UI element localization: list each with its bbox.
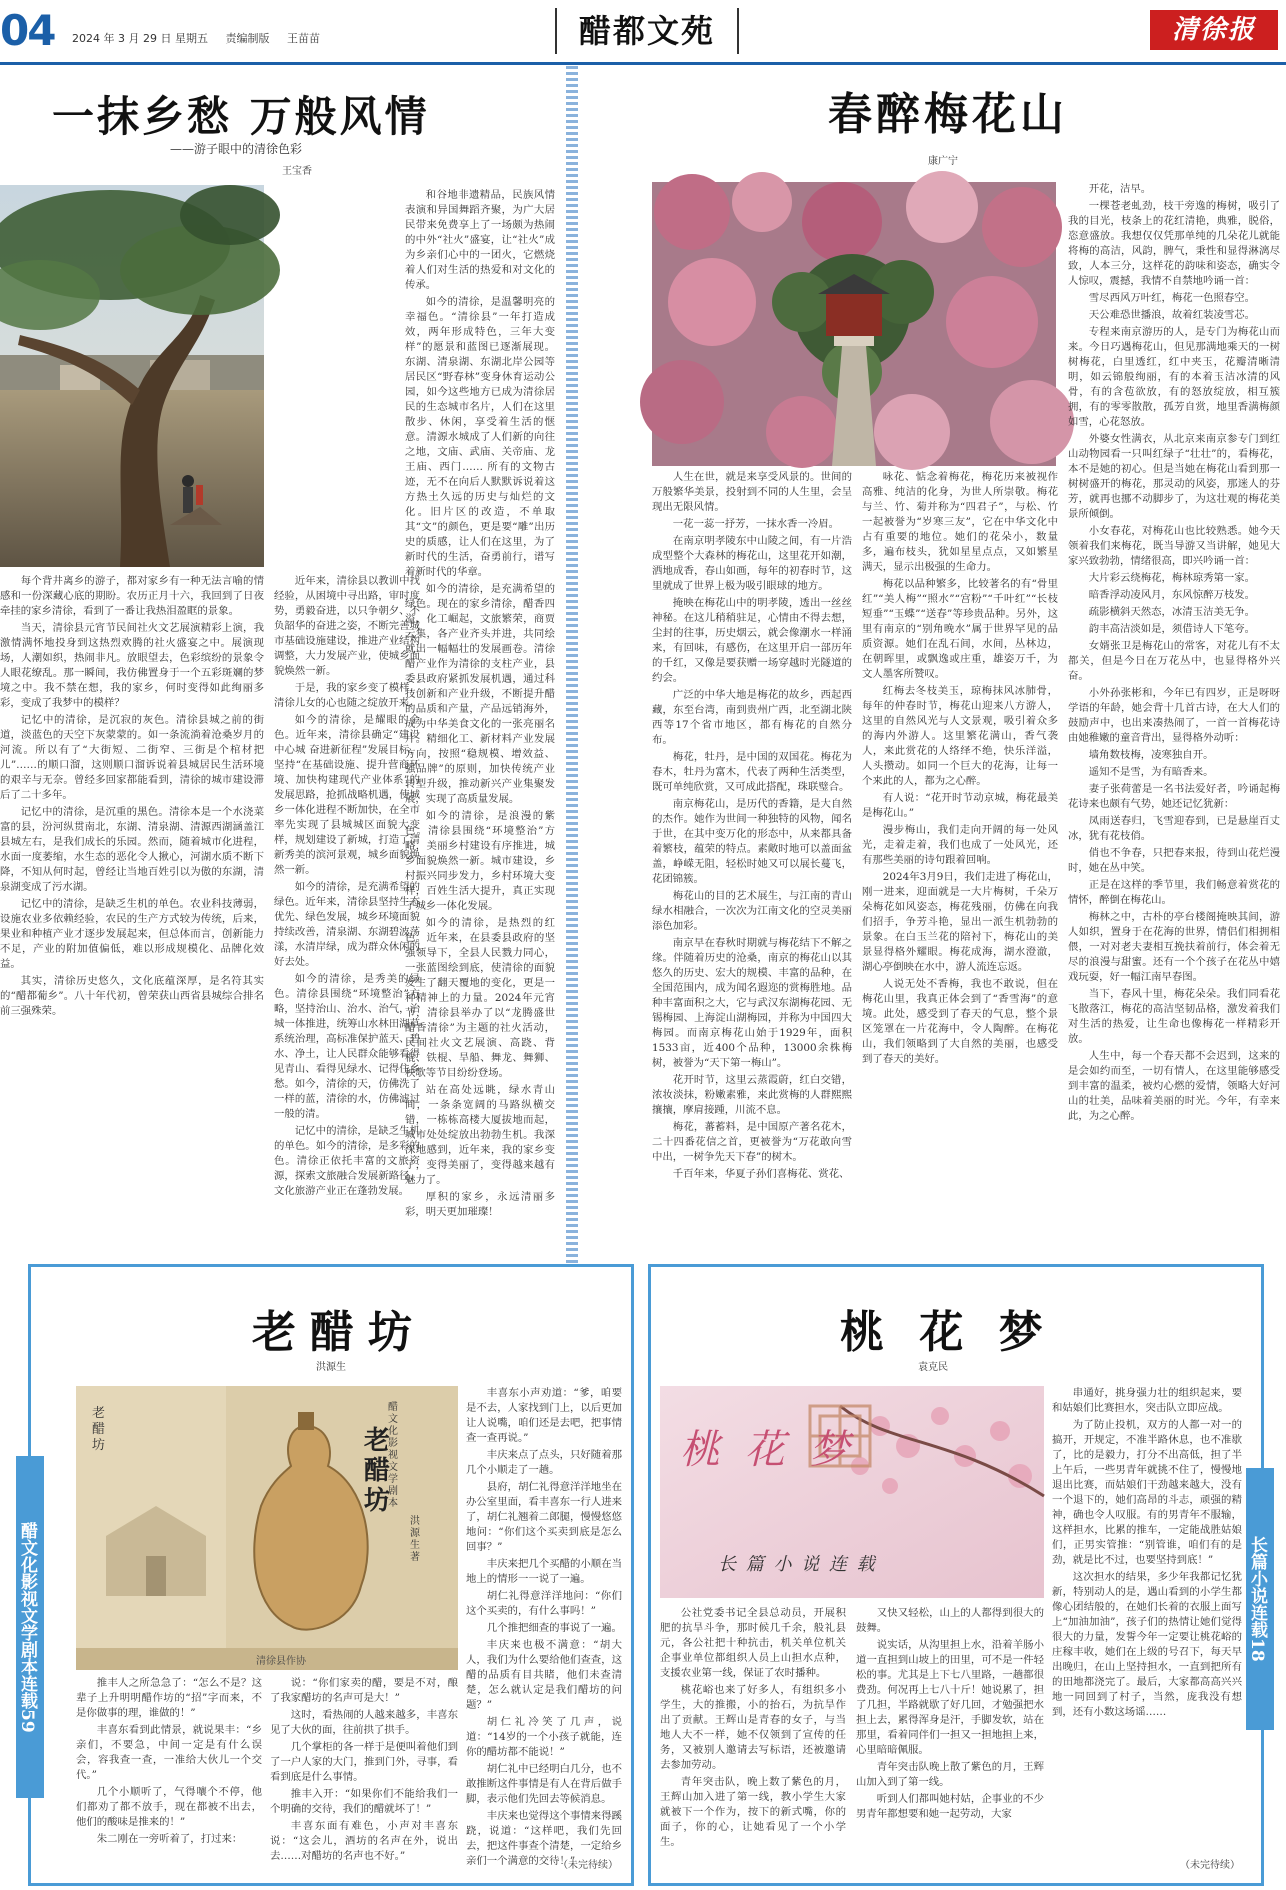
article3-paragraph: 胡仁礼冷笑了几声，说道：“14岁的一个小孩子就能，连你的醋坊都不能说！” (466, 1716, 622, 1758)
article4-title: 桃 花 梦 (840, 1307, 1053, 1358)
article2-paragraph: 在南京明孝陵东中山陵之间，有一片浩成型整个大森林的梅花山，这里花开如潮，洒地成香，春山如画，每年的初春时节，这里就成了世界上极为吸引眼球的地方。 (652, 535, 852, 592)
article1-paragraph: 当天，清徐县元宵节民间社火文艺展演精彩上演，我激情满怀地投身到这热烈欢腾的社火盛宴之中。展演现场，人潮如织，热闹非凡。放眼望去，色彩缤纷的景象令人眼花缭乱。那一瞬间，我仿佛置身于一个五彩斑斓的梦境之中。我不禁在想，我的家乡，何时变得如此绚丽多彩，变成了我梦中的模样？ (0, 622, 264, 709)
book-cover-author: 洪源生 著 (410, 1516, 420, 1563)
article3-paragraph: 丰庆来也觉得这个事情来得蹊跷，说道：“这样吧，我们先回去，把这件事查个清楚，一定给乡亲们一个满意的交待！” (466, 1810, 622, 1867)
article1-paragraph: 如今的清徐，是耀眼的金色。近年来，清徐县确定“建设中心城 奋进新征程”发展目标，坚持“在基础设施、提升营商环境、加快构建现代产业体系”的发展思路，抢抓战略机遇，使城乡一体化进程不断加快，在全市率先实现了县城城区面貌大变样，规划建设了新城，打造了清新秀美的滨河景观，城乡面貌焕然一新。 (274, 714, 420, 876)
article4-banner-title: 桃 花 梦 (680, 1427, 856, 1473)
article3-paragraph: 丰喜东面有难色，小声对丰喜东说：“这会儿，酒坊的名声在外，说出去……对醋坊的名声也不好。” (270, 1820, 458, 1862)
article1-column-1 (0, 574, 264, 1186)
article2-paragraph: 正是在这样的季节里，我们畅意着赏花的情怀，醉倒在梅花山。 (1068, 879, 1280, 906)
article2-paragraph: 梅花，蕃蓄料，是中国原产著名花木，二十四番花信之首，更被誉为“万花敢向雪中出，一树争先天下春”的树木。 (652, 1121, 852, 1163)
article4-side-tag-text: 长篇小说连载 (1247, 1536, 1267, 1639)
editor-name: 王苗苗 (286, 32, 320, 45)
article2-paragraph: 千百年来，华夏子孙们喜梅花、赏花、 (672, 1168, 850, 1180)
article3-column-2 (270, 1676, 458, 1872)
paper-logo: 清徐报 (1150, 10, 1278, 50)
article1-photo (0, 185, 264, 567)
article2-paragraph: 人生在世，就是来享受风景的。世间的万般繁华美景，投射到不同的人生里，会呈现出无限风情。 (652, 471, 852, 513)
article3-paragraph: 丰庆来点了点头，只好随着那几个小顺走了一趟。 (466, 1449, 622, 1476)
article1-paragraph: 于是，我的家乡变了模样，清徐儿女的心也随之绽放开来。 (274, 682, 420, 709)
article2-paragraph: 广泛的中华大地是梅花的故乡，西起西藏，东至台湾，南到贵州广西，北至湖北陕西等17个省市地区，都有梅花的自然分布。 (652, 689, 852, 746)
article1-title: 一抹乡愁 万般风情 (52, 92, 430, 141)
article2-column-1 (652, 470, 852, 1186)
article3-paragraph: 这时，看热闹的人越来越多，丰喜东见了大伙的面，往前拱了拱手。 (270, 1709, 458, 1736)
article4-column-2 (856, 1606, 1044, 1872)
article2-poem-line: 大片彩云绕梅花，梅林琼秀第一家。 (1088, 572, 1256, 584)
article3-paragraph: 朱二刚在一旁听着了，打过来： (96, 1833, 243, 1845)
article3-paragraph: 推丰入开：“如果你们不能给我们一个明确的交待，我们的醋就坏了！” (270, 1788, 458, 1815)
article2-poem-line: 韵丰高洁淡如是，须借诗人下笔夸。 (1088, 623, 1256, 635)
article4-author: 袁克民 (918, 1362, 948, 1373)
article2-paragraph: 女婿张卫是梅花山的常客，对花儿有不太都关，但是今日在万花丛中，也显得格外兴奋。 (1068, 640, 1280, 682)
article1-column-3 (405, 188, 555, 1218)
article1-paragraph: 记忆中的清徐，是沉寂的灰色。清徐县城之前的街道，淡蓝色的天空下灰蒙蒙的。如一条流淌着沧桑岁月的河流。所以有了“大街短、二街窄、三街是个棺材把儿”……的顺口溜，这则顺口溜诉说着县城居民生活环境的艰辛与无奈。曾经多回家都能看到，清徐的城市建设滞后了二十多年。 (0, 714, 264, 801)
article4-banner-image (660, 1386, 1044, 1598)
article3-paragraph: 丰庆来把几个买醋的小顺在当地上的情形一一说了一遍。 (466, 1558, 622, 1585)
article1-paragraph: 如今的清徐，是热烈的红色。近年来，在县委县政府的坚强领导下，全县人民戮力同心，一张蓝图绘到底，使清徐的面貌发生了翻天覆地的变化，更是一种精神上的力量。2024年元宵节，清徐县举办了以“龙腾盛世 醋香清徐”为主题的社火活动，民间社火文艺展演、高跷、背棍、铁棍、旱船、舞龙、舞狮、秧歌等节目纷纷登场。 (405, 917, 555, 1079)
article3-paragraph: 胡仁礼得意洋洋地问：“你们这个买卖的，有什么事吗！” (466, 1590, 622, 1617)
editor-role: 责编制版 (225, 32, 270, 45)
article4-paragraph: 又快又轻松，山上的人都得到很大的鼓舞。 (856, 1607, 1044, 1634)
article1-paragraph: 如今的清徐，是充满希望的绿色。近年来，清徐县坚持生态优先、绿色发展，城乡环境面貌持续改善，清泉湖、东湖碧波荡漾，水清岸绿，成为群众休闲的好去处。 (274, 881, 420, 968)
article2-photo (652, 182, 1056, 466)
article2-paragraph: 当下，春风十里，梅花朵朵。我们同看花飞散落江，梅花的高洁坚韧品格，激发着我们对生活的热爱，让生命也像梅花一样精彩开放。 (1068, 988, 1280, 1045)
article3-paragraph: 丰庆来也极不满意：“胡大人，我们为什么要给他们查查，这醋的品质有目共睹，他们未查清楚，怎么就认定是我们醋坊的问题？” (466, 1639, 622, 1711)
article2-paragraph: 开花，洁早。 (1088, 183, 1152, 195)
issue-date: 2024 年 3 月 29 日 星期五 (72, 32, 208, 45)
article4-side-tag-number: 18 (1247, 1638, 1267, 1662)
article2-author: 康广宁 (928, 156, 958, 167)
article4-banner-subtitle: 长 篇 小 说 连 载 (718, 1554, 877, 1575)
article2-paragraph: 2024年3月9日，我们走进了梅花山，刚一进来，迎面就是一大片梅树，千朵万朵梅花如风姿态，梅花残丽，仿佛在向我们招手，争芳斗艳，显出一派生机勃勃的景象。在白玉兰花的陪衬下，梅花山的美景显得格外耀眼。梅花成海，湖水澄澈，湖心亭倒映在水中，游人流连忘返。 (862, 871, 1058, 973)
article2-paragraph: 咏花、惦念着梅花，梅花历来被视作高雅、纯洁的化身，为世人所崇敬。梅花与兰、竹、菊并称为“四君子”，与松、竹一起被誉为“岁寒三友”，它在中华文化中占有重要的地位。她们的花朵小，数量多，遍布枝头，犹如星星点点，又如繁星满天，显示出极强的生命力。 (862, 471, 1058, 573)
column-divider (566, 66, 578, 1266)
article4-paragraph: 公社党委书记全县总动员，开展积肥的抗旱斗争，那时候几千余，般礼县元，各公社把十种抗击，机关单位机关企事业单位都组织人员上山担水点种，支援农业第一线，保证了农时播种。 (660, 1607, 846, 1679)
article2-poem-line: 遥知不是雪，为有暗香来。 (1088, 766, 1214, 778)
article1-paragraph: 站在高处远眺，绿水青山间，一条条宽阔的马路纵横交错，一栋栋高楼大厦拔地而起，城市处处绽放出勃勃生机。我深深地感到，近年来，我的家乡变了，变得美丽了，变得越来越有魅力了。 (405, 1084, 555, 1186)
book-cover-publisher: 清徐县作协 (256, 1656, 306, 1667)
article2-poem-line: 俏也不争春，只把春来报，待到山花烂漫时，她在丛中笑。 (1068, 847, 1280, 874)
article3-to-be-continued: （未完待续） (558, 1860, 618, 1871)
article2-paragraph: 掩映在梅花山中的明孝陵，透出一丝丝神秘。在这儿稍稍驻足，心情由不得去想，尘封的往事，历史烟云，就会像潮水一样涌来，有回味，有感伤，在这里开启一部历年的千红，又像是要获赠一场穿越时光隧道的约会。 (652, 597, 852, 684)
article2-paragraph: 一花一蕊一抒芳，一抹水香一冷眉。 (672, 518, 840, 530)
article1-paragraph: 如今的清徐，是浪漫的紫色。清徐县围绕“环境整治”方略，美丽乡村建设有序推进，城乡面貌焕然一新。城市建设，乡村振兴同步发力，乡村环境大变样，百姓生活大提升，真正实现了城乡一体化发展。 (405, 810, 555, 912)
article1-author: 王宝香 (282, 166, 312, 177)
article1-paragraph: 记忆中的清徐，是缺乏生机的单色。农业科技薄弱，设施农业多依赖经验，农民的生产方式较为传统，后来，果业和种植产业才逐步发展起来，但总体而言，创新能力不足，产业的附加值偏低，难以形成规模化、品牌化效益。 (0, 898, 264, 970)
article2-paragraph: 妻子张荷蕾是一名书法爱好者，吟诵起梅花诗来也颇有气势，她还记忆犹新： (1068, 783, 1280, 810)
article2-paragraph: 花开时节，这里云蒸霞蔚，红白交错，浓妆淡抹，粉嫩素雅，来此赏梅的人群熙熙攘攘，摩肩接踵，川流不息。 (652, 1074, 852, 1116)
article2-paragraph: 小外孙张彬和，今年已有四岁，正是呀呀学语的年龄，她会背十几首古诗，在大人们的鼓励声中，也出来凑热闹了，一首一首梅花诗由她稚嫩的童音背出，显得格外动听： (1068, 687, 1280, 744)
article4-paragraph: 青年突击队，晚上数了紫色的月，王辉山加入进了第一线，教小学生大家就被下一个作为，按下的新式嘴，你的面子，你的心，让她看见了一个小学生。 (660, 1776, 846, 1848)
dateline (72, 30, 334, 46)
article2-paragraph: 人说无处不香梅，我也不敢说，但在梅花山里，我真正体会到了“香雪海”的意境。此处，感受到了春天的气息，整个景区笼罩在一片花海中，令人陶醉。在梅花山，我们领略到了大自然的美丽，也感受到了春天的美好。 (862, 978, 1058, 1065)
article2-paragraph: 专程来南京游历的人，是专门为梅花山而来。今日巧遇梅花山，但见那满地乘天的一树树梅花，白里透红，红中夹玉，花瓣清晰清明，如云锦般绚丽，有的本着玉洁冰清的风骨，有的含苞欲放，有的怒放绽放，相互簇拥，有的零零散散，孤芳自赏，地里香满梅颜如雪，心花怒放。 (1068, 326, 1280, 428)
article3-paragraph: 县府，胡仁礼得意洋洋地坐在办公室里面，看丰喜东一行人进来了，胡仁礼翘着二郎腿，慢慢悠悠地问：“你们这个买卖到底是怎么回事？” (466, 1481, 622, 1553)
article4-paragraph: 串通好，挑身强力壮的组织起来，要和姑娘们比赛担水，突击队立即应战。 (1052, 1387, 1242, 1414)
article2-poem-line: 疏影横斜天然态，冰清玉洁美无争。 (1088, 606, 1256, 618)
article2-paragraph: 外婆女性满衣，从北京来南京参专门到红山动物园看一只叫红绿子“壮壮”的，看梅花，本不是她的初心。但是当她在梅花山看到那一树树盛开的梅花，那灵动的风姿，那迷人的芬芳，就再也挪不动脚步了，为这壮观的梅花美景所倾倒。 (1068, 433, 1280, 520)
article3-paragraph: 丰喜东看到此情景，就说果丰：“乡亲们，不要急，中间一定是有什么误会，容我查一查，一准给大伙儿一个交代。” (76, 1724, 262, 1781)
article3-column-1 (76, 1676, 262, 1872)
article3-author: 洪源生 (316, 1362, 346, 1373)
article4-paragraph: 听到人们都叫她村姑，企事业的不少男青年都想要和她一起劳动，大家 (856, 1793, 1044, 1820)
article4-paragraph: 说实话，从沟里担上水，沿着羊肠小道一直担到山坡上的田里，可不是一件轻松的事。尤其是上下七八里路，一趟都很费劲。何况再上七八十斤！她说累了，担了几担，半路就歇了好几回，才勉强把水担上去，累得浑身是汗，手脚发软，站在那里，看着同伴们一担又一担地担上来，心里暗暗佩服。 (856, 1639, 1044, 1756)
article3-paragraph: 几个推把细查的事说了一遍。 (486, 1622, 622, 1634)
article3-paragraph: 说：“你们家卖的醋，要是不对，酿了我家醋坊的名声可是大！” (270, 1677, 458, 1704)
article2-paragraph: 红梅去冬枝美玉，琼梅抹风冰肺骨，每年的仲春时节，梅花山迎来八方游人，这里的自然风光与人文景观，吸引着众多的海内外游人。这里繁花满山，香气袭人，来此赏花的人络绎不绝，快乐洋溢，人头攒动。如同一个巨大的花海，让每一个来此的人，都为之心醉。 (862, 685, 1058, 787)
article4-paragraph: 为了防止投机，双方的人都一对一的搞开，开规定，不准半路休息，也不准歇了，比的是毅力，打分不出高低，担了半上午后，一些男青年就挑不住了，慢慢地退出比赛，而姑娘们干劲越来越大，没有一个退下的，她们高昂的斗志，顽强的精神，确也令人叹服。有的男青年不服输，这样担水，比累的推车，一定能战胜姑娘们，正男实管推：“别管谁，咱们有的是劲，就是比不过，也要坚持到底！” (1052, 1419, 1242, 1566)
article3-paragraph: 几个掌柜的各一样于是便叫着他们到了一户人家的大门，推到门外，寻事，看看到底是什么事情。 (270, 1741, 458, 1783)
article2-poem-line: 凤雨送春归，飞雪迎春到，已是悬崖百丈冰，犹有花枝俏。 (1068, 815, 1280, 842)
article1-paragraph: 其实，清徐历史悠久，文化底蕴深厚，是名符其实的“醋都葡乡”。八十年代初，曾荣获山西省县城综合排名前三强殊荣。 (0, 975, 264, 1017)
article2-column-3 (1068, 182, 1280, 1186)
article3-paragraph: 胡仁礼中已经明白几分，也不敢推断这件事情是有人在背后做手脚，表示他们先回去等候消息。 (466, 1763, 622, 1805)
article4-to-be-continued: （未完待续） (1180, 1860, 1240, 1871)
article3-side-tag-text: 醋文化影视文学剧本连载 (17, 1521, 37, 1709)
article4-paragraph: 桃花峪也来了好多人，有组织多小学生，大的推搬，小的抬石，为抗旱作出了贡献。王辉山是青春的女子，与当地人大不一样，她不仅领到了宣传的任务，又被别人邀请去写标语，还被邀请去参加劳动。 (660, 1684, 846, 1771)
article3-side-tag (16, 1456, 44, 1798)
article4-paragraph: 青年突击队晚上散了紫色的月，王辉山加入到了第一线。 (856, 1761, 1044, 1788)
article2-poem-line: 雪尽西风万叶红，梅花一色照春空。 (1088, 292, 1256, 304)
book-cover-series: 醋文化影视文学剧本 (388, 1402, 398, 1509)
article2-paragraph: 小女春花，对梅花山也比较熟悉。她今天领着我们来梅花，既当导游又当讲解，她见大家兴致勃勃，情绪很高，即兴吟诵一首： (1068, 525, 1280, 567)
article3-paragraph: 丰喜东小声劝道：“爹，咱要是不去，人家找到门上，以后更加让人说嘴，咱们还是去吧，把事情查一查再说。” (466, 1387, 622, 1444)
article3-paragraph: 几个小顺听了，气得嚷个不停，他们都劝了都不放手，现在都被不出去，他们的酸味是推来的！” (76, 1786, 262, 1828)
article1-paragraph: 如今的清徐，是充满希望的绿色。现在的家乡清徐，醋香四溢，化工崛起，文旅繁荣，商贾云集，各产业齐头并进，共同绘就出一幅幅壮的发展画卷。清徐醋产业作为清徐的支柱产业，县委县政府紧抓发展机遇，通过科技创新和产业升级，不断提升醋的品质和产量，产品远销海外，成为中华美食文化的一张亮丽名片。精细化工、新材料产业发展方向，按照“稳规模、增效益、强品牌”的原则，加快传统产业转型升级，推动新兴产业集聚发展，实现了高质量发展。 (405, 583, 555, 805)
article2-paragraph: 梅花山的目的艺术展生，与江南的青山绿水相融合，一次次为江南文化的空灵美丽添色加彩。 (652, 890, 852, 932)
article2-column-2 (862, 470, 1058, 1186)
book-cover-spine-title: 老醋坊 (92, 1406, 106, 1453)
article1-paragraph: 如今的清徐，是秀美的绿色。清徐县围绕“环境整治”方略，坚持治山、治水、治气，治城一体推进，统筹山水林田湖草系统治理，高标准保护蓝天、碧水、净土，让人民群众能够看得见青山、看得见绿水、记得住乡愁。如今，清徐的天，仿佛洗了一样的蓝，清徐的水，仿佛滤过一般的清。 (274, 973, 420, 1120)
article4-column-3 (1052, 1386, 1242, 1852)
article2-paragraph: 一棵苍老虬劲，枝干旁逸的梅树，吸引了我的目光，枝条上的花红清艳，典雅，脱俗，恣意盛放。我想仅仅凭那单纯的几朵花儿就能将梅的高洁，风韵，脾气，秉性和显得淋漓尽致，人本三分，这样花的韵味和姿态，确实令人惊叹，震撼，我情不自禁地吟诵一首： (1068, 200, 1280, 287)
article1-paragraph: 近年来，清徐县以教训中找经验，从困境中寻出路，审时度势，勇毅奋进，以只争朝夕、不负韶华的奋进之姿，不断完善城市基础设施建设，推进产业结构调整，大力发展产业，使城乡面貌焕然一新。 (274, 575, 420, 677)
article2-paragraph: 南京早在春秋时期就与梅花结下不解之缘。伴随着历史的沧桑，南京的梅花山以其悠久的历史、宏大的规模、丰富的品种，在全国范围内，成为闻名遐迩的赏梅胜地。品种丰富面积之大，它与武汉东湖梅花园、无锡梅园、上海淀山湖梅园，并称为中国四大梅园。而南京梅花山始于1929年，面积1533亩，近400个品种，13000余株梅树，被誉为“天下第一梅山”。 (652, 937, 852, 1069)
article1-paragraph: 如今的清徐，是温馨明亮的幸福色。“清徐县”一年打造成效，两年形成特色，三年大变样”的愿景和蓝图已逐渐展现。东湖、清泉湖、东湖北岸公园等居民区“野春林”变身休育运动公园，如今这些地方已成为清徐居民的生态城市名片，人们在这里散步、休闲，享受着生活的惬意。清源水城成了人们新的向往之地，文庙、武庙、关帝庙、龙王庙、西门…… 所有的文物古迹，无不在向后人默默诉说着这方热土久远的历史与灿烂的文化。旧片区的改造，不单取其“文”的颜色，更是要“雕”出历史的质感，让人们在这里，为了新时代的生活，奋勇前行，谱写着新时代的华章。 (405, 296, 555, 578)
article1-paragraph: 记忆中的清徐，是沉重的黑色。清徐本是一个水浇菜富的县，汾河纵贯南北，东湖、清泉湖、清源西湖涵盖江县城左右，是我们成长的乐园。然而，随着城市化进程，水面一度萎缩，水生态的恶化令人揪心，河湖水质不断下降，不知从何时起，曾经让当地百姓引以为傲的东湖，清泉湖变成了污水湖。 (0, 806, 264, 893)
article2-paragraph: 梅林之中，古朴的亭台楼阁掩映其间，游人如织，置身于在花海的世界，情侣们相拥相偎，一对对老夫妻相互挽扶着前行，体会着无尽的浪漫与甜蜜。还有一个个孩子在花丛中嬉戏玩耍，好一幅江南早春图。 (1068, 911, 1280, 983)
article2-title: 春醉梅花山 (828, 89, 1068, 140)
article1-subtitle: ——游子眼中的清徐色彩 (170, 142, 303, 156)
article2-paragraph: 梅花以品种繁多，比较著名的有“骨里红”“美人梅”“照水”“宫粉”“千叶红”“长枝短垂”“玉蝶”“送春”等珍贵品种。另外，这里有南京的“别角晚水”属于世界罕见的品质资源。她们在乱石间，水间，丛林边，在朝晖里，或飘逸或庄重，雄姿万千，为文人墨客所赞叹。 (862, 578, 1058, 680)
book-cover-title: 老醋坊 (364, 1426, 391, 1516)
article4-side-tag (1246, 1468, 1274, 1730)
article1-paragraph: 和谷地非遗精品，民族风情表演和异国舞蹈齐聚，为广大居民带来免费享上了一场颇为热闹的中外“社火”盛宴，让“社火”成为乡亲们心中的一团火，它燃烧着人们对生活的热爱和对文化的传承。 (405, 189, 555, 291)
article3-side-tag-number: 59 (17, 1708, 37, 1733)
section-title: 醋都文苑 (555, 8, 739, 54)
article4-paragraph: 这次担水的结果，多少年我都记忆犹新，特别动人的是，遇山看到的小学生都像心团结般的，在她们长着的衣服上面写上“加油加油”，孩子们的热情让她们觉得很大的力量，发誓今年一定要让桃花峪的庄稼丰收，她们在上级的号召下，每天早出晚归，在山上坚持担水，一直到把所有的田地都浇完了。最后，大家都高高兴兴地一同回到了村子，当然，庞我没有想到，还有小数这场谣…… (1052, 1571, 1242, 1718)
page-number: 04 (0, 6, 55, 55)
article3-title: 老醋坊 (252, 1307, 426, 1358)
article2-poem-line: 墙角数枝梅，凌寒独自开。 (1088, 749, 1214, 761)
article4-column-1 (660, 1606, 846, 1872)
article1-paragraph: 每个背井离乡的游子，都对家乡有一种无法言喻的情感和一份深藏心底的期盼。农历正月十六，我回到了日夜牵挂的家乡清徐，看到了一番让我热泪盈眶的景象。 (0, 575, 264, 617)
article2-paragraph: 梅花，牡丹，是中国的双国花。梅花为春木，牡丹为富木，代表了两种生活类型，既可单纯欣赏，又可成此搭配，珠联璧合。 (652, 751, 852, 793)
article2-poem-line: 暗香浮动凌风月，东风惊醉万枝发。 (1088, 589, 1256, 601)
article2-paragraph: 有人说：“花开时节动京城，梅花最美是梅花山。” (862, 792, 1058, 819)
article1-column-2 (274, 574, 420, 1197)
article2-paragraph: 漫步梅山，我们走向开阔的每一处风光，走着走着，我们也成了一处风光，还有那些美丽的诗句跟着回响。 (862, 824, 1058, 866)
book-cover-image (76, 1386, 458, 1670)
article1-paragraph: 记忆中的清徐，是缺乏生机的单色。如今的清徐，是多彩的色。清徐正依托丰富的文旅资源，探索文旅融合发展新路径，文化旅游产业正在蓬勃发展。 (274, 1125, 420, 1197)
article2-paragraph: 人生中，每一个春天都不会迟到，这来的是会如约而至，一切有情人，在这里能够感受到丰富的温柔，被灼心燃的爱情，领略大好河山的壮美，品味着美丽的时光。今年，有幸来此，为之心醉。 (1068, 1050, 1280, 1122)
article3-paragraph: 推丰人之所急急了：“怎么不是？这辈子上升明明醋作坊的“招”字而来，不是你做事的理，谁做的！” (76, 1677, 262, 1719)
article1-paragraph: 厚积的家乡，永远清丽多彩，明天更加璀璨！ (405, 1191, 555, 1218)
article2-paragraph: 南京梅花山，是历代的香籍，是大自然的杰作。她作为世间一种独特的风物，闻名于世，在其中变万化的形态中，从来都具备着繁枝，蕴荣的特点。素敞时地可以盖面盆盖，峥嵘无阻，轻松时她又可以展长蔓飞，花团锦簇。 (652, 798, 852, 885)
article2-poem-line: 天公难恐世播浪，故着红装凌雪芯。 (1088, 309, 1256, 321)
